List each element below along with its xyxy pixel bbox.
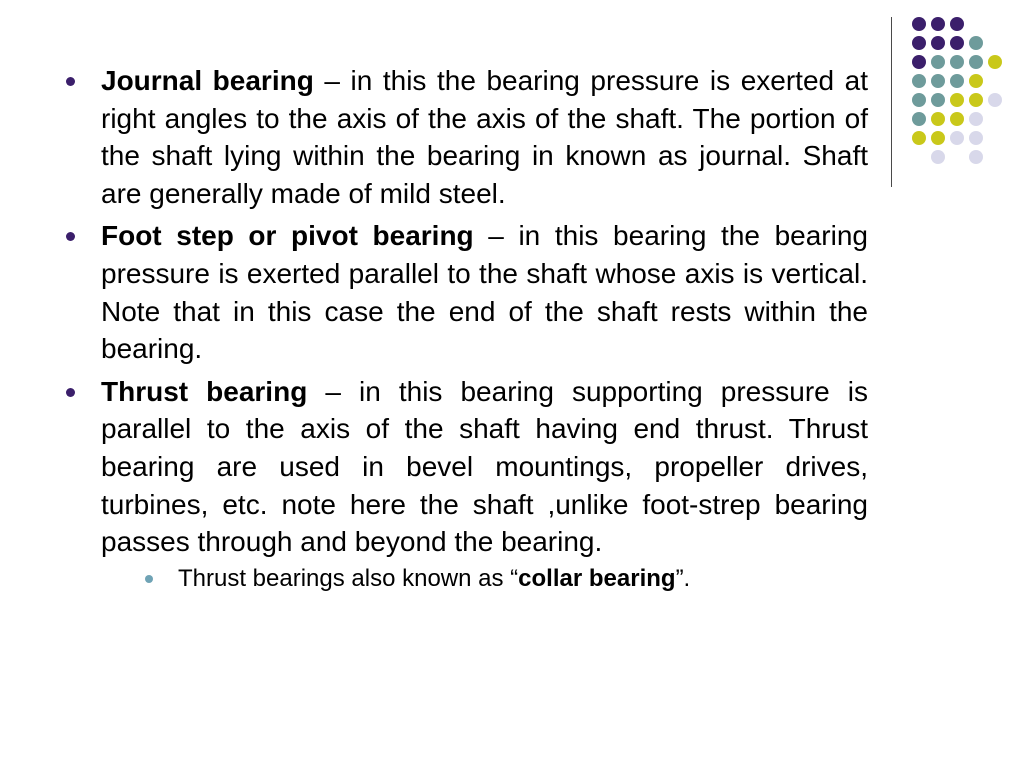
bullet-term: Foot step or pivot bearing — [101, 220, 474, 252]
bullet-term: Journal bearing — [101, 65, 314, 96]
sub-bullet-text-before: Thrust bearings also known as “ — [178, 564, 519, 592]
sub-bullet-term: collar bearing — [518, 564, 676, 592]
decor-dot — [950, 112, 964, 126]
bullet-item-thrust-bearing — [62, 373, 868, 595]
decor-dot — [912, 74, 926, 88]
decor-dot — [912, 17, 926, 31]
decor-dot — [969, 93, 983, 107]
bullet-item-journal-bearing — [62, 62, 868, 212]
decor-dot — [931, 112, 945, 126]
decor-dot — [950, 36, 964, 50]
decor-dot — [969, 36, 983, 50]
decor-dot — [931, 36, 945, 50]
decor-dot — [912, 93, 926, 107]
decor-dot — [969, 150, 983, 164]
sub-bullet-text-after: ”. — [675, 564, 691, 592]
sub-bullet-dot-icon — [145, 575, 153, 583]
decor-dot — [988, 55, 1002, 69]
bullet-list — [62, 62, 868, 600]
decor-dot — [931, 17, 945, 31]
decor-dot — [950, 131, 964, 145]
sub-bullet-item-collar-bearing — [140, 563, 868, 595]
decor-dot — [969, 112, 983, 126]
decor-dot — [931, 55, 945, 69]
decor-dot — [912, 131, 926, 145]
decor-dot — [931, 74, 945, 88]
decor-dot — [950, 74, 964, 88]
decor-dot — [912, 55, 926, 69]
decor-dot — [912, 112, 926, 126]
decor-dot — [969, 55, 983, 69]
bullet-text: – in this the bearing pressure is exerted at right angles to the axis of the axis of the shaft. The portion of the shaft lying within the bearing in known as journal. Shaft are generally made of mild steel. — [101, 65, 869, 209]
decor-dot — [969, 131, 983, 145]
bullet-text: – in this bearing supporting pressure is parallel to the axis of the shaft having end thrust. Thrust bearing are used in bevel mountings, propeller drives, turbines, etc. note here the shaft ,unlike foot-strep bearing passes through and beyond the bearing. — [101, 375, 868, 558]
decor-dot — [969, 74, 983, 88]
bullet-dot-icon — [66, 232, 75, 241]
bullet-dot-icon — [66, 388, 75, 397]
bullet-item-pivot-bearing — [62, 217, 868, 367]
decor-dot — [950, 17, 964, 31]
decor-dot — [912, 36, 926, 50]
bullet-text: – in this bearing the bearing pressure is exerted parallel to the shaft whose axis is vertical. Note that in this case the end of the shaft rests within the bearing. — [101, 220, 868, 365]
sub-bullet-list — [101, 563, 868, 595]
decor-dot — [931, 150, 945, 164]
decor-dot — [950, 93, 964, 107]
decor-dot — [931, 93, 945, 107]
vertical-divider — [891, 17, 892, 187]
decor-dot — [931, 131, 945, 145]
bullet-dot-icon — [66, 77, 75, 86]
bullet-term: Thrust bearing — [101, 375, 308, 407]
decor-dot — [950, 55, 964, 69]
decor-dot — [988, 93, 1002, 107]
